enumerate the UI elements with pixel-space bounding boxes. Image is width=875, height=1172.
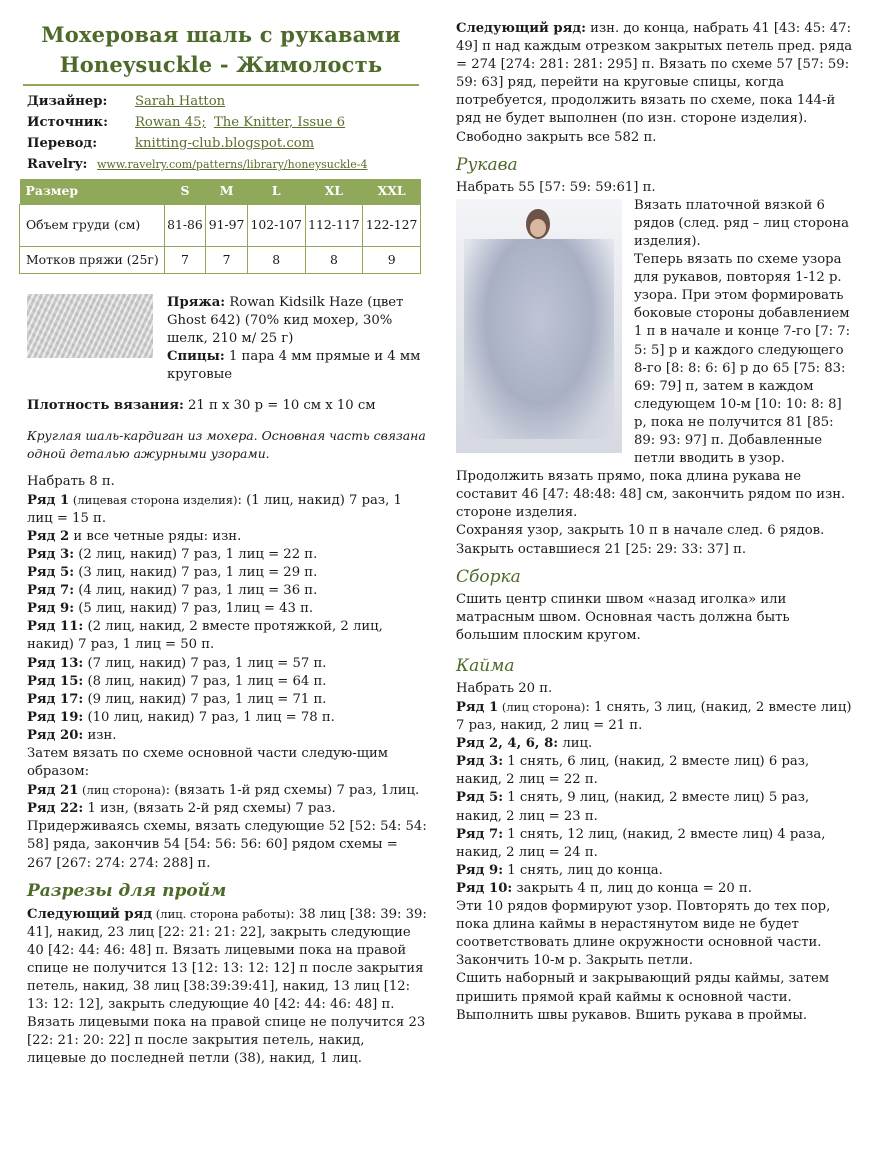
row-text: 1 снять, 9 лиц, (накид, 2 вместе лиц) 5 раз, накид, 2 лиц = 23 п. [456, 790, 810, 824]
row-label: Ряд 20: [27, 727, 84, 743]
row-label: Следующий ряд: [456, 21, 586, 36]
sleeves-heading: Рукава [456, 154, 518, 175]
row-text: 1 снять, 6 лиц, (накид, 2 вместе лиц) 6 раз, накид, 2 лиц = 22 п. [456, 754, 810, 788]
list-item [27, 618, 427, 654]
border-heading: Кайма [456, 655, 515, 676]
face-shape [530, 219, 546, 237]
designer-label: Дизайнер: [27, 94, 108, 109]
list-item [456, 753, 856, 789]
row-text: : 1 снять, 3 лиц, (накид, 2 вместе лиц) 7 раз, накид, 2 лиц = 21 п. [456, 700, 852, 734]
needles-value: 1 пара 4 мм прямые и 4 мм круговые [167, 349, 421, 383]
row-text: 1 снять, 12 лиц, (накид, 2 вместе лиц) 4 раза, накид, 2 лиц = 24 п. [456, 826, 826, 860]
row-label: Ряд 11: [27, 619, 84, 635]
row-text: закрыть 4 п, лиц до конца = 20 п. [512, 880, 752, 896]
border-p2: Сшить наборный и закрывающий ряды каймы, затем пришить прямой край каймы к основной части. Выполнить швы рукавов. Вшить рукава в проймы. [456, 971, 830, 1023]
sleeves-section [456, 179, 856, 559]
list-item [27, 691, 427, 709]
source-link-2[interactable]: The Knitter, Issue 6 [213, 115, 346, 130]
row-text: (7 лиц, накид) 7 раз, 1 лиц = 57 п. [83, 655, 327, 671]
row-label: Ряд 22: [27, 801, 84, 817]
sleeves-p3: Продолжить вязать прямо, пока длина рукава не составит 46 [47: 48:48: 48] см, закончить рядом по изн. стороне изделия. [456, 469, 846, 521]
row-text: (8 лиц, накид) 7 раз, 1 лиц = 64 п. [83, 673, 327, 689]
table-cell: Объем груди (см) [20, 204, 165, 246]
row-text: : 38 лиц [38: 39: 39: 41], накид, 23 лиц [22: 21: 21: 22], закрыть следующие 40 [42: 44: 46: 48] п. Вязать лицевыми пока на правой спице не получится 13 [12: 13: 12: 12] п после закрытия петель, накид, 38 лиц [38:39:39:41], накид, 13 лиц [12: 13: 12: 12], закрыть следующие 40 [42: 44: 46: 48] п. Вязать лицевыми пока на правой спице не получится 23 [22: 21: 20: 22] п после закрытия петель, накид, лицевые до последней петли (38), накид, 1 лиц. [27, 906, 427, 1067]
table-cell: 9 [363, 246, 421, 273]
row-label: Ряд 7: [456, 826, 504, 842]
list-item [456, 735, 856, 753]
table-row [20, 246, 421, 273]
list-item [27, 709, 427, 727]
row-label: Ряд 1 [27, 492, 70, 508]
table-cell: 112-117 [305, 204, 363, 246]
row-text: (4 лиц, накид) 7 раз, 1 лиц = 36 п. [74, 583, 318, 599]
row-text: (2 лиц, накид) 7 раз, 1 лиц = 22 п. [74, 546, 318, 562]
list-item [27, 600, 427, 618]
row-text: и все четные ряды: изн. [69, 528, 242, 544]
row-text: (10 лиц, накид) 7 раз, 1 лиц = 78 п. [83, 709, 335, 725]
border-section [456, 680, 856, 1025]
ravelry-row [27, 154, 427, 175]
list-item [27, 564, 427, 582]
row-label: Ряд 3: [456, 754, 504, 770]
yarn-label: Пряжа: [167, 294, 226, 310]
list-item [27, 582, 427, 600]
list-item [456, 862, 856, 880]
translation-link[interactable]: knitting-club.blogspot.com [135, 136, 315, 151]
row-label: Ряд 13: [27, 655, 84, 671]
table-cell: 91-97 [206, 204, 248, 246]
row-label: Ряд 3: [27, 546, 75, 562]
density-value: 21 п х 30 р = 10 см х 10 см [183, 397, 376, 413]
table-cell: 8 [305, 246, 363, 273]
row-label: Ряд 10: [456, 880, 513, 896]
follow-text: Придерживаясь схемы, вязать следующие 52 [52: 54: 54: 58] ряда, закончив 54 [54: 56: 56: 60] рядом схемы = 267 [267: 274: 274: 288] п. [27, 819, 427, 871]
row-text: (9 лиц, накид) 7 раз, 1 лиц = 71 п. [83, 691, 327, 707]
size-header-m: M [206, 179, 248, 204]
border-cast-on: Набрать 20 п. [456, 680, 553, 696]
assembly-heading: Сборка [456, 566, 521, 587]
right-column [456, 20, 856, 1025]
list-item [456, 789, 856, 825]
source-link-1[interactable]: Rowan 45; [135, 115, 206, 130]
size-header-label: Размер [20, 179, 165, 204]
row-note: (лиц сторона) [498, 700, 586, 714]
list-item [27, 673, 427, 691]
table-cell: 7 [164, 246, 206, 273]
size-header-s: S [164, 179, 206, 204]
title-block [23, 20, 419, 86]
translation-row [27, 133, 427, 154]
row-label: Ряд 9: [27, 601, 75, 617]
list-item [27, 655, 427, 673]
row-label: Ряд 5: [456, 790, 504, 806]
yarn-swatch-image [27, 294, 153, 358]
row-note: (лиц сторона) [78, 783, 166, 798]
list-item [27, 546, 427, 564]
density-label: Плотность вязания: [27, 397, 184, 413]
row-label: Ряд 1 [456, 700, 499, 715]
ravelry-label: Ravelry: [27, 157, 88, 172]
left-column [27, 20, 427, 1069]
table-cell: 7 [206, 246, 248, 273]
sleeves-p2: Теперь вязать по схеме узора для рукавов, повторяя 1-12 р. узора. При этом формировать боковые стороны добавлением 1 п в начале и конце 7-го [7: 7: 5: 5] р и каждого следующего 8-го [8: 8: 6: 6] р до 65 [75: 83: 69: 79] п, затем в каждом следующем 10-м [10: 10: 8: 8] р, пока не получится 81 [85: 89: 93: 97] п. Добавленные петли вводить в узор. [634, 252, 851, 467]
list-item [456, 20, 856, 147]
armholes-heading: Разрезы для пройм [27, 880, 227, 901]
source-row [27, 112, 427, 133]
row-text: : (вязать 1-й ряд схемы) 7 раз, 1лиц. [165, 783, 420, 799]
designer-row [27, 91, 427, 112]
table-cell: 122-127 [363, 204, 421, 246]
border-p1: Эти 10 рядов формируют узор. Повторять до тех пор, пока длина каймы в нерастянутом виде не будет соответствовать длине окружности основной части. Закончить 10-м р. Закрыть петли. [456, 899, 831, 969]
shawl-shape [464, 239, 614, 439]
size-header-xxl: XXL [363, 179, 421, 204]
size-header-xl: XL [305, 179, 363, 204]
title-line-2: Honeysuckle - Жимолость [59, 52, 383, 77]
row-text: лиц. [558, 736, 593, 752]
row-text: изн. до конца, набрать 41 [43: 45: 47: 49] п над каждым отрезком закрытых петель пред. ряда = 274 [274: 281: 281: 295] п. Вязать по схеме 57 [57: 59: 59: 63] ряд, перейти на круговые спицы, когда потребуется, продолжить вязать по схеме, пока 144-й ряд не будет выполнен (по изн. стороне изделия). Свободно закрыть все 582 п. [456, 21, 853, 145]
row-text: (3 лиц, накид) 7 раз, 1 лиц = 29 п. [74, 565, 318, 581]
cast-on: Набрать 8 п. [27, 473, 115, 489]
then-text: Затем вязать по схеме основной части следую-щим образом: [27, 746, 389, 780]
designer-link[interactable]: Sarah Hatton [135, 94, 226, 109]
list-item [27, 781, 427, 800]
sleeves-p4: Сохраняя узор, закрыть 10 п в начале след. 6 рядов. Закрыть оставшиеся 21 [25: 29: 33: 37] п. [456, 523, 825, 557]
row-label: Ряд 9: [456, 862, 504, 878]
row-text: 1 изн, (вязать 2-й ряд схемы) 7 раз. [83, 801, 336, 817]
list-item [27, 491, 427, 528]
table-row [20, 204, 421, 246]
row-note: (лиц. сторона работы) [152, 906, 291, 921]
row-note: (лицевая сторона изделия) [69, 492, 238, 507]
translation-label: Перевод: [27, 136, 98, 151]
source-label: Источник: [27, 115, 108, 130]
row-text: (2 лиц, накид, 2 вместе протяжкой, 2 лиц, накид) 7 раз, 1 лиц = 50 п. [27, 619, 383, 653]
sleeves-p1: Вязать платочной вязкой 6 рядов (след. ряд – лиц сторона изделия). [634, 197, 850, 249]
density [27, 397, 427, 415]
list-item [456, 698, 856, 735]
size-header-l: L [247, 179, 305, 204]
list-item [27, 727, 427, 745]
list-item [456, 880, 856, 898]
size-table-header [20, 179, 421, 204]
table-cell: 81-86 [164, 204, 206, 246]
model-photo [456, 199, 622, 453]
row-text: : (1 лиц, накид) 7 раз, 1 лиц = 15 п. [27, 492, 402, 526]
row-text: 1 снять, лиц до конца. [503, 862, 663, 878]
row-label: Ряд 7: [27, 583, 75, 599]
table-cell: 102-107 [247, 204, 305, 246]
yarn-text [167, 294, 427, 385]
next-row-block [456, 20, 856, 147]
assembly-text: Сшить центр спинки швом «назад иголка» или матрасным швом. Основная часть должна быть большим плоским кругом. [456, 591, 790, 643]
size-table [19, 179, 421, 274]
description: Круглая шаль-кардиган из мохера. Основная часть связана одной деталью ажурными узорами. [27, 427, 426, 461]
row-label: Ряд 2 [27, 528, 70, 544]
row-text: (5 лиц, накид) 7 раз, 1лиц = 43 п. [74, 601, 314, 617]
armholes-text [27, 905, 427, 1069]
row-label: Ряд 15: [27, 673, 84, 689]
row-label: Ряд 19: [27, 709, 84, 725]
main-instructions [27, 473, 427, 873]
row-label: Ряд 21 [27, 783, 79, 799]
title-line-1: Мохеровая шаль с рукавами [41, 22, 401, 47]
yarn-block [27, 294, 427, 385]
row-text: изн. [83, 727, 117, 743]
ravelry-link[interactable]: www.ravelry.com/patterns/library/honeysuckle-4 [97, 158, 368, 171]
table-cell: 8 [247, 246, 305, 273]
list-item [456, 826, 856, 862]
needles-label: Спицы: [167, 349, 225, 365]
row-label: Ряд 17: [27, 691, 84, 707]
row-label: Следующий ряд [27, 906, 153, 922]
list-item [27, 528, 427, 546]
list-item [27, 800, 427, 818]
row-label: Ряд 2, 4, 6, 8: [456, 736, 559, 752]
row-label: Ряд 5: [27, 565, 75, 581]
sleeves-cast-on: Набрать 55 [57: 59: 59:61] п. [456, 179, 656, 195]
table-cell: Мотков пряжи (25г) [20, 246, 165, 273]
yarn-value: Rowan Kidsilk Haze (цвет Ghost 642) (70% кид мохер, 30% шелк, 210 м/ 25 г) [167, 294, 404, 346]
